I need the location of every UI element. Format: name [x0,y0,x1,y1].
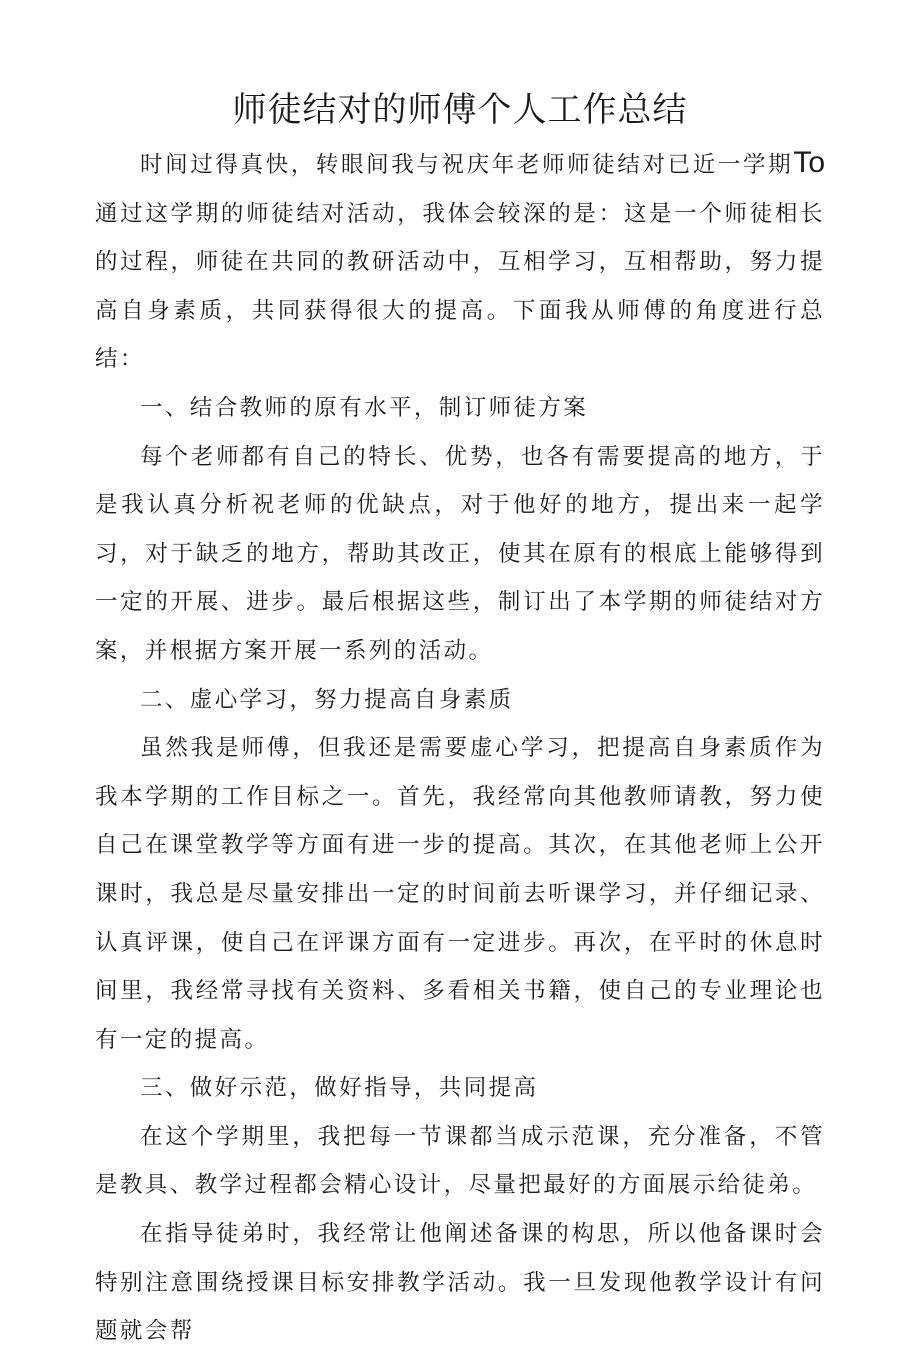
intro-text-before: 时间过得真快，转眼间我与祝庆年老师师徒结对已近一学期 [140,152,794,178]
section-heading-1: 一、结合教师的原有水平，制订师徒方案 [140,394,589,421]
intro-paragraph [95,139,825,384]
document-body [95,139,825,1356]
intro-latin-text: To [793,146,825,179]
intro-text-after: 通过这学期的师徒结对活动，我体会较深的是：这是一个师徒相长的过程，师徒在共同的教研活动中，互相学习，互相帮助，努力提高自身素质，共同获得很大的提高。下面我从师傅的角度进行总结： [95,200,825,373]
section-1-paragraph: 每个老师都有自己的特长、优势，也各有需要提高的地方，于是我认真分析祝老师的优缺点，对于他好的地方，提出来一起学习，对于缺乏的地方，帮助其改正，使其在原有的根底上能够得到一定的开展、进步。最后根据这些，制订出了本学期的师徒结对方案，并根据方案开展一系列的活动。 [95,443,825,664]
section-heading-3: 三、做好示范，做好指导，共同提高 [140,1075,539,1102]
document-title: 师徒结对的师傅个人工作总结 [232,90,688,130]
section-3-paragraph-1: 在这个学期里，我把每一节课都当成示范课，充分准备，不管是教具、教学过程都会精心设计，尽量把最好的方面展示给徒弟。 [95,1123,825,1199]
section-3-paragraph-2: 在指导徒弟时，我经常让他阐述备课的构思，所以他备课时会特别注意围绕授课目标安排教学活动。我一旦发现他教学设计有问题就会帮 [95,1221,825,1345]
section-heading-2: 二、虚心学习，努力提高自身素质 [140,686,514,713]
section-2-paragraph: 虽然我是师傅，但我还是需要虚心学习，把提高自身素质作为我本学期的工作目标之一。首先，我经常向其他教师请教，努力使自己在课堂教学等方面有进一步的提高。其次，在其他老师上公开课时，我总是尽量安排出一定的时间前去听课学习，并仔细记录、认真评课，使自己在评课方面有一定进步。再次，在平时的休息时间里，我经常寻找有关资料、多看相关书籍，使自己的专业理论也有一定的提高。 [95,735,825,1053]
